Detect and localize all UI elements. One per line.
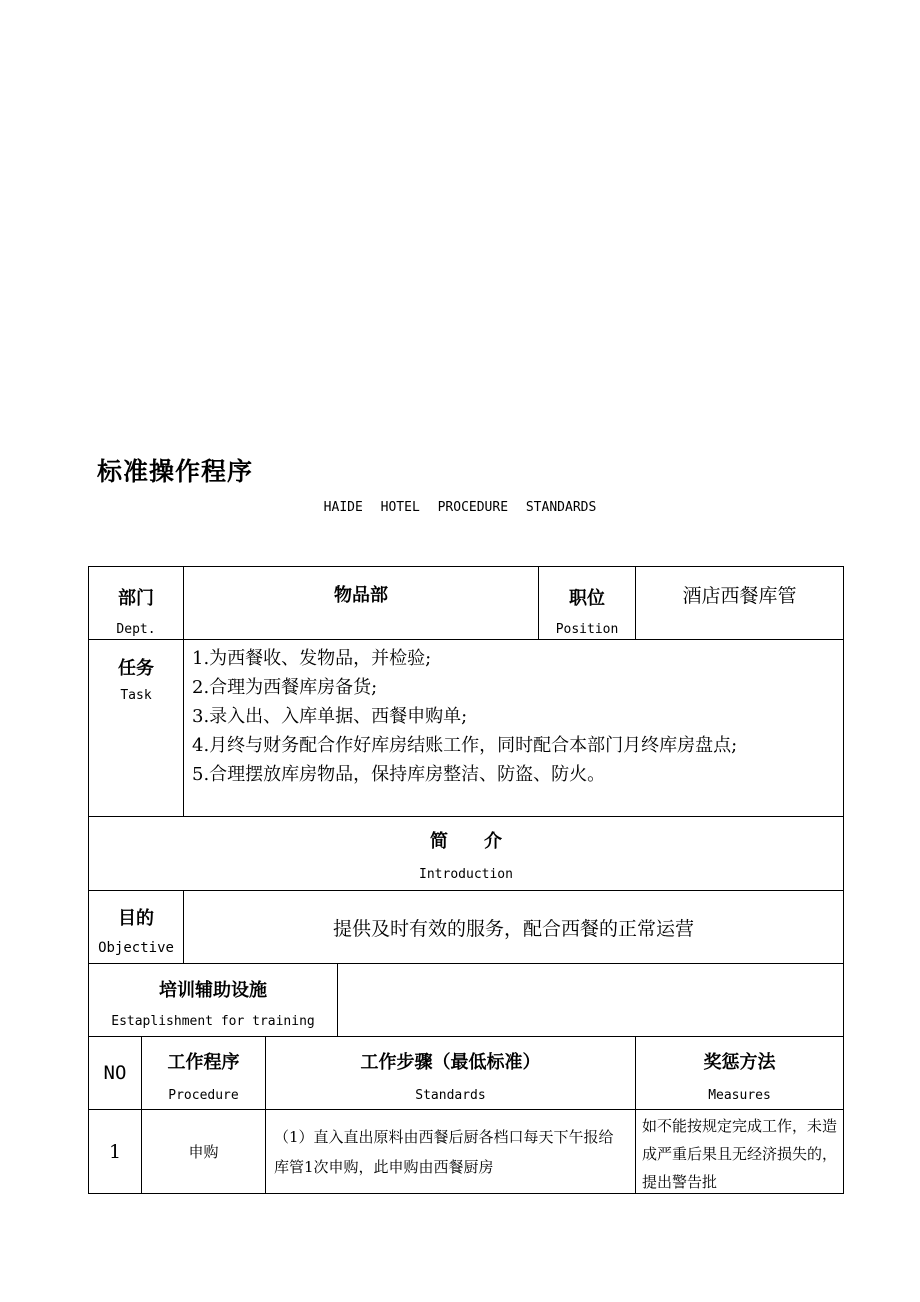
task-table	[88, 639, 844, 817]
training-label-en: Estaplishment for training	[111, 1013, 315, 1029]
dept-label: 部门	[118, 587, 154, 609]
intro-heading-en: Introduction	[419, 867, 513, 882]
col-procedure-header	[142, 1037, 266, 1110]
intro-cell	[89, 817, 844, 891]
col-procedure-label-en: Procedure	[168, 1087, 239, 1103]
position-label: 职位	[569, 587, 605, 609]
intro-table	[88, 816, 844, 891]
task-item: 2.合理为西餐库房备货;	[192, 677, 378, 698]
task-item: 4.月终与财务配合作好库房结账工作，同时配合本部门月终库房盘点;	[192, 735, 738, 756]
dept-value: 物品部	[334, 585, 388, 606]
document-subtitle: HAIDE HOTEL PROCEDURE STANDARDS	[323, 500, 597, 515]
task-label-en: Task	[120, 688, 152, 703]
row-procedure: 申购	[188, 1143, 219, 1161]
training-table	[88, 963, 844, 1037]
col-measures-header	[636, 1037, 844, 1110]
col-standards-header	[266, 1037, 636, 1110]
col-measures-label-en: Measures	[708, 1087, 771, 1103]
intro-heading: 简 介	[430, 831, 502, 852]
header-table	[88, 566, 844, 640]
task-label: 任务	[118, 658, 154, 679]
row-no: 1	[108, 1140, 122, 1163]
objective-label-cell	[89, 891, 184, 964]
training-label: 培训辅助设施	[159, 979, 267, 1001]
col-standards-label-en: Standards	[415, 1087, 486, 1103]
objective-value-cell	[184, 891, 844, 964]
col-no-header	[89, 1037, 142, 1110]
position-label-en: Position	[555, 621, 619, 637]
position-value: 酒店西餐库管	[682, 585, 797, 607]
task-list	[184, 640, 843, 789]
table-row	[89, 1110, 844, 1194]
row-standards: （1）直入直出原料由西餐后厨各档口每天下午报给库管1次申购，此申购由西餐厨房	[274, 1128, 614, 1176]
row-procedure-cell	[142, 1110, 266, 1194]
position-value-cell	[636, 567, 844, 640]
row-measures-cell	[636, 1110, 844, 1194]
task-item: 3.录入出、入库单据、西餐申购单;	[192, 706, 468, 727]
dept-value-cell	[184, 567, 539, 640]
col-no-label: NO	[103, 1062, 127, 1084]
objective-value: 提供及时有效的服务，配合西餐的正常运营	[332, 917, 694, 940]
document-title: 标准操作程序	[97, 457, 254, 486]
dept-label-en: Dept.	[116, 621, 156, 637]
objective-table	[88, 890, 844, 964]
row-standards-cell	[266, 1110, 636, 1194]
col-measures-label: 奖惩方法	[703, 1051, 776, 1073]
objective-label: 目的	[118, 908, 154, 929]
training-value-cell	[338, 964, 844, 1037]
task-list-cell	[184, 640, 844, 817]
task-label-cell	[89, 640, 184, 817]
objective-label-en: Objective	[98, 940, 174, 956]
task-item: 5.合理摆放库房物品，保持库房整洁、防盗、防火。	[192, 764, 606, 785]
col-procedure-label: 工作程序	[167, 1051, 240, 1073]
procedure-table	[88, 1036, 844, 1194]
training-label-cell	[89, 964, 338, 1037]
dept-label-cell	[89, 567, 184, 640]
procedure-header-row	[89, 1037, 844, 1110]
task-item: 1.为西餐收、发物品，并检验;	[192, 648, 432, 669]
position-label-cell	[539, 567, 636, 640]
row-measures: 如不能按规定完成工作，未造成严重后果且无经济损失的，提出警告批	[642, 1117, 838, 1191]
col-standards-label: 工作步骤（最低标准）	[360, 1051, 541, 1073]
row-no-cell	[89, 1110, 142, 1194]
